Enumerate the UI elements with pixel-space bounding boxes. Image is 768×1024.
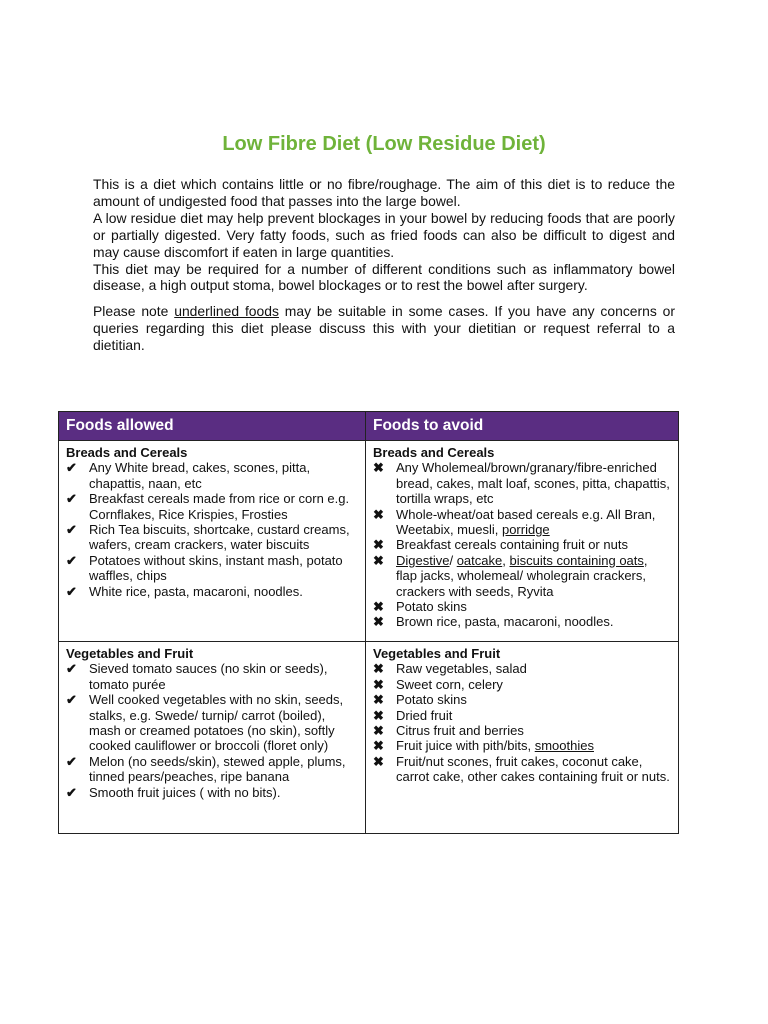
table-row-breads-cereals — [59, 441, 679, 642]
list-item — [66, 661, 359, 692]
item-text: Potato skins — [396, 692, 467, 708]
check-icon: ✔ — [66, 784, 77, 800]
list-item — [66, 522, 359, 553]
cell-breads-avoid — [366, 441, 679, 642]
list-item — [373, 553, 672, 599]
cross-icon: ✖ — [373, 753, 384, 769]
list-item — [373, 507, 672, 538]
check-icon: ✔ — [66, 583, 77, 599]
intro-section — [93, 176, 675, 354]
list-item — [373, 614, 672, 629]
cell-veg-allowed — [59, 642, 366, 834]
item-text: Melon (no seeds/skin), stewed apple, plums, tinned pears/peaches, ripe banana — [89, 753, 346, 785]
item-text: White rice, pasta, macaroni, noodles. — [89, 583, 303, 599]
avoid-list — [373, 460, 672, 629]
diet-table — [58, 411, 679, 834]
item-underlined-text: Digestive — [396, 552, 450, 568]
item-text: Fruit/nut scones, fruit cakes, coconut cake, carrot cake, other cakes containing fruit or nuts. — [396, 753, 670, 785]
cross-icon: ✖ — [373, 692, 384, 708]
list-item — [373, 460, 672, 506]
section-title: Vegetables and Fruit — [66, 646, 194, 661]
list-item — [66, 460, 359, 491]
cross-icon: ✖ — [373, 614, 384, 630]
list-item — [373, 754, 672, 785]
cell-breads-allowed — [59, 441, 366, 642]
item-text: Whole-wheat/oat based cereals e.g. All Bran, Weetabix, muesli, — [396, 506, 656, 538]
cross-icon: ✖ — [373, 506, 384, 522]
list-item — [373, 661, 672, 676]
item-text: Breakfast cereals containing fruit or nuts — [396, 537, 628, 553]
check-icon: ✔ — [66, 552, 77, 568]
check-icon: ✔ — [66, 522, 77, 538]
list-item — [373, 738, 672, 753]
section-title: Breads and Cereals — [373, 445, 495, 460]
section-title: Vegetables and Fruit — [373, 646, 501, 661]
item-text: Sieved tomato sauces (no skin or seeds), tomato purée — [89, 661, 328, 692]
intro-paragraph: A low residue diet may help prevent blockages in your bowel by reducing foods that are poorly or partially digested. Very fatty foods, such as fried foods can also be difficult to digest and may cause discomfort if eaten in large quantities. — [93, 209, 675, 260]
item-underlined-text: biscuits containing oats — [509, 552, 644, 568]
item-text: Potato skins — [396, 599, 467, 615]
header-foods-to-avoid: Foods to avoid — [366, 412, 679, 441]
list-item — [373, 537, 672, 552]
item-text: Raw vegetables, salad — [396, 661, 527, 677]
list-item — [66, 692, 359, 754]
cross-icon: ✖ — [373, 537, 384, 553]
avoid-list — [373, 661, 672, 784]
cross-icon: ✖ — [373, 599, 384, 615]
table-row-vegetables-fruit — [59, 642, 679, 834]
note-text: may be suitable in some cases. If you have any concerns or queries regarding this diet please discuss this with your dietitian or request referral to a dietitian. — [93, 303, 676, 354]
item-text: Any White bread, cakes, scones, pitta, chapattis, naan, etc — [89, 460, 311, 491]
list-item — [373, 692, 672, 707]
table-header-row — [59, 412, 679, 441]
list-item — [373, 677, 672, 692]
list-item — [66, 785, 359, 800]
item-underlined-text: porridge — [501, 522, 550, 538]
allowed-list — [66, 661, 359, 800]
item-text: Sweet corn, celery — [396, 676, 503, 692]
item-text: Fruit juice with pith/bits, — [396, 738, 535, 754]
item-text: Well cooked vegetables with no skin, seeds, stalks, e.g. Swede/ turnip/ carrot (boiled), mash or creamed potatoes (no skin), softly cooked cauliflower or broccoli (floret only) — [89, 692, 344, 754]
item-text: / — [449, 552, 457, 568]
item-text: Brown rice, pasta, macaroni, noodles. — [396, 614, 614, 630]
page-title: Low Fibre Diet (Low Residue Diet) — [222, 133, 546, 155]
list-item — [66, 584, 359, 599]
item-text: Breakfast cereals made from rice or corn e.g. Cornflakes, Rice Krispies, Frosties — [89, 491, 350, 522]
item-text: , flap jacks, wholemeal/ wholegrain crackers, crackers with seeds, Ryvita — [396, 552, 648, 599]
list-item — [66, 553, 359, 584]
list-item — [66, 491, 359, 522]
cross-icon: ✖ — [373, 676, 384, 692]
list-item — [66, 754, 359, 785]
list-item — [373, 708, 672, 723]
cross-icon: ✖ — [373, 661, 384, 677]
item-underlined-text: smoothies — [534, 738, 594, 754]
intro-paragraph: This diet may be required for a number of different conditions such as inflammatory bowel disease, a high output stoma, bowel blockages or to rest the bowel after surgery. — [93, 260, 675, 294]
cross-icon: ✖ — [373, 723, 384, 739]
item-text: Rich Tea biscuits, shortcake, custard creams, wafers, cream crackers, water biscuits — [89, 522, 350, 553]
check-icon: ✔ — [66, 460, 77, 476]
section-title: Breads and Cereals — [66, 445, 188, 460]
cross-icon: ✖ — [373, 707, 384, 723]
note-underlined-text: underlined foods — [174, 303, 279, 320]
item-text: Smooth fruit juices ( with no bits). — [89, 784, 281, 800]
check-icon: ✔ — [66, 692, 77, 708]
item-text: , — [502, 552, 510, 568]
header-foods-allowed: Foods allowed — [59, 412, 366, 441]
list-item — [373, 599, 672, 614]
cell-veg-avoid — [366, 642, 679, 834]
intro-paragraph: This is a diet which contains little or no fibre/roughage. The aim of this diet is to reduce the amount of undigested food that passes into the large bowel. — [93, 176, 675, 209]
cross-icon: ✖ — [373, 738, 384, 754]
note-text: Please note — [93, 303, 175, 320]
item-text: Any Wholemeal/brown/granary/fibre-enriched bread, cakes, malt loaf, scones, pitta, chapattis, tortilla wraps, etc — [396, 460, 670, 507]
item-text: Dried fruit — [396, 707, 453, 723]
check-icon: ✔ — [66, 661, 77, 677]
note-paragraph — [93, 303, 675, 354]
list-item — [373, 723, 672, 738]
check-icon: ✔ — [66, 491, 77, 507]
cross-icon: ✖ — [373, 552, 384, 568]
cross-icon: ✖ — [373, 460, 384, 476]
item-underlined-text: oatcake — [456, 552, 503, 568]
allowed-list — [66, 460, 359, 599]
check-icon: ✔ — [66, 753, 77, 769]
item-text: Potatoes without skins, instant mash, potato waffles, chips — [89, 552, 343, 584]
item-text: Citrus fruit and berries — [396, 723, 524, 739]
